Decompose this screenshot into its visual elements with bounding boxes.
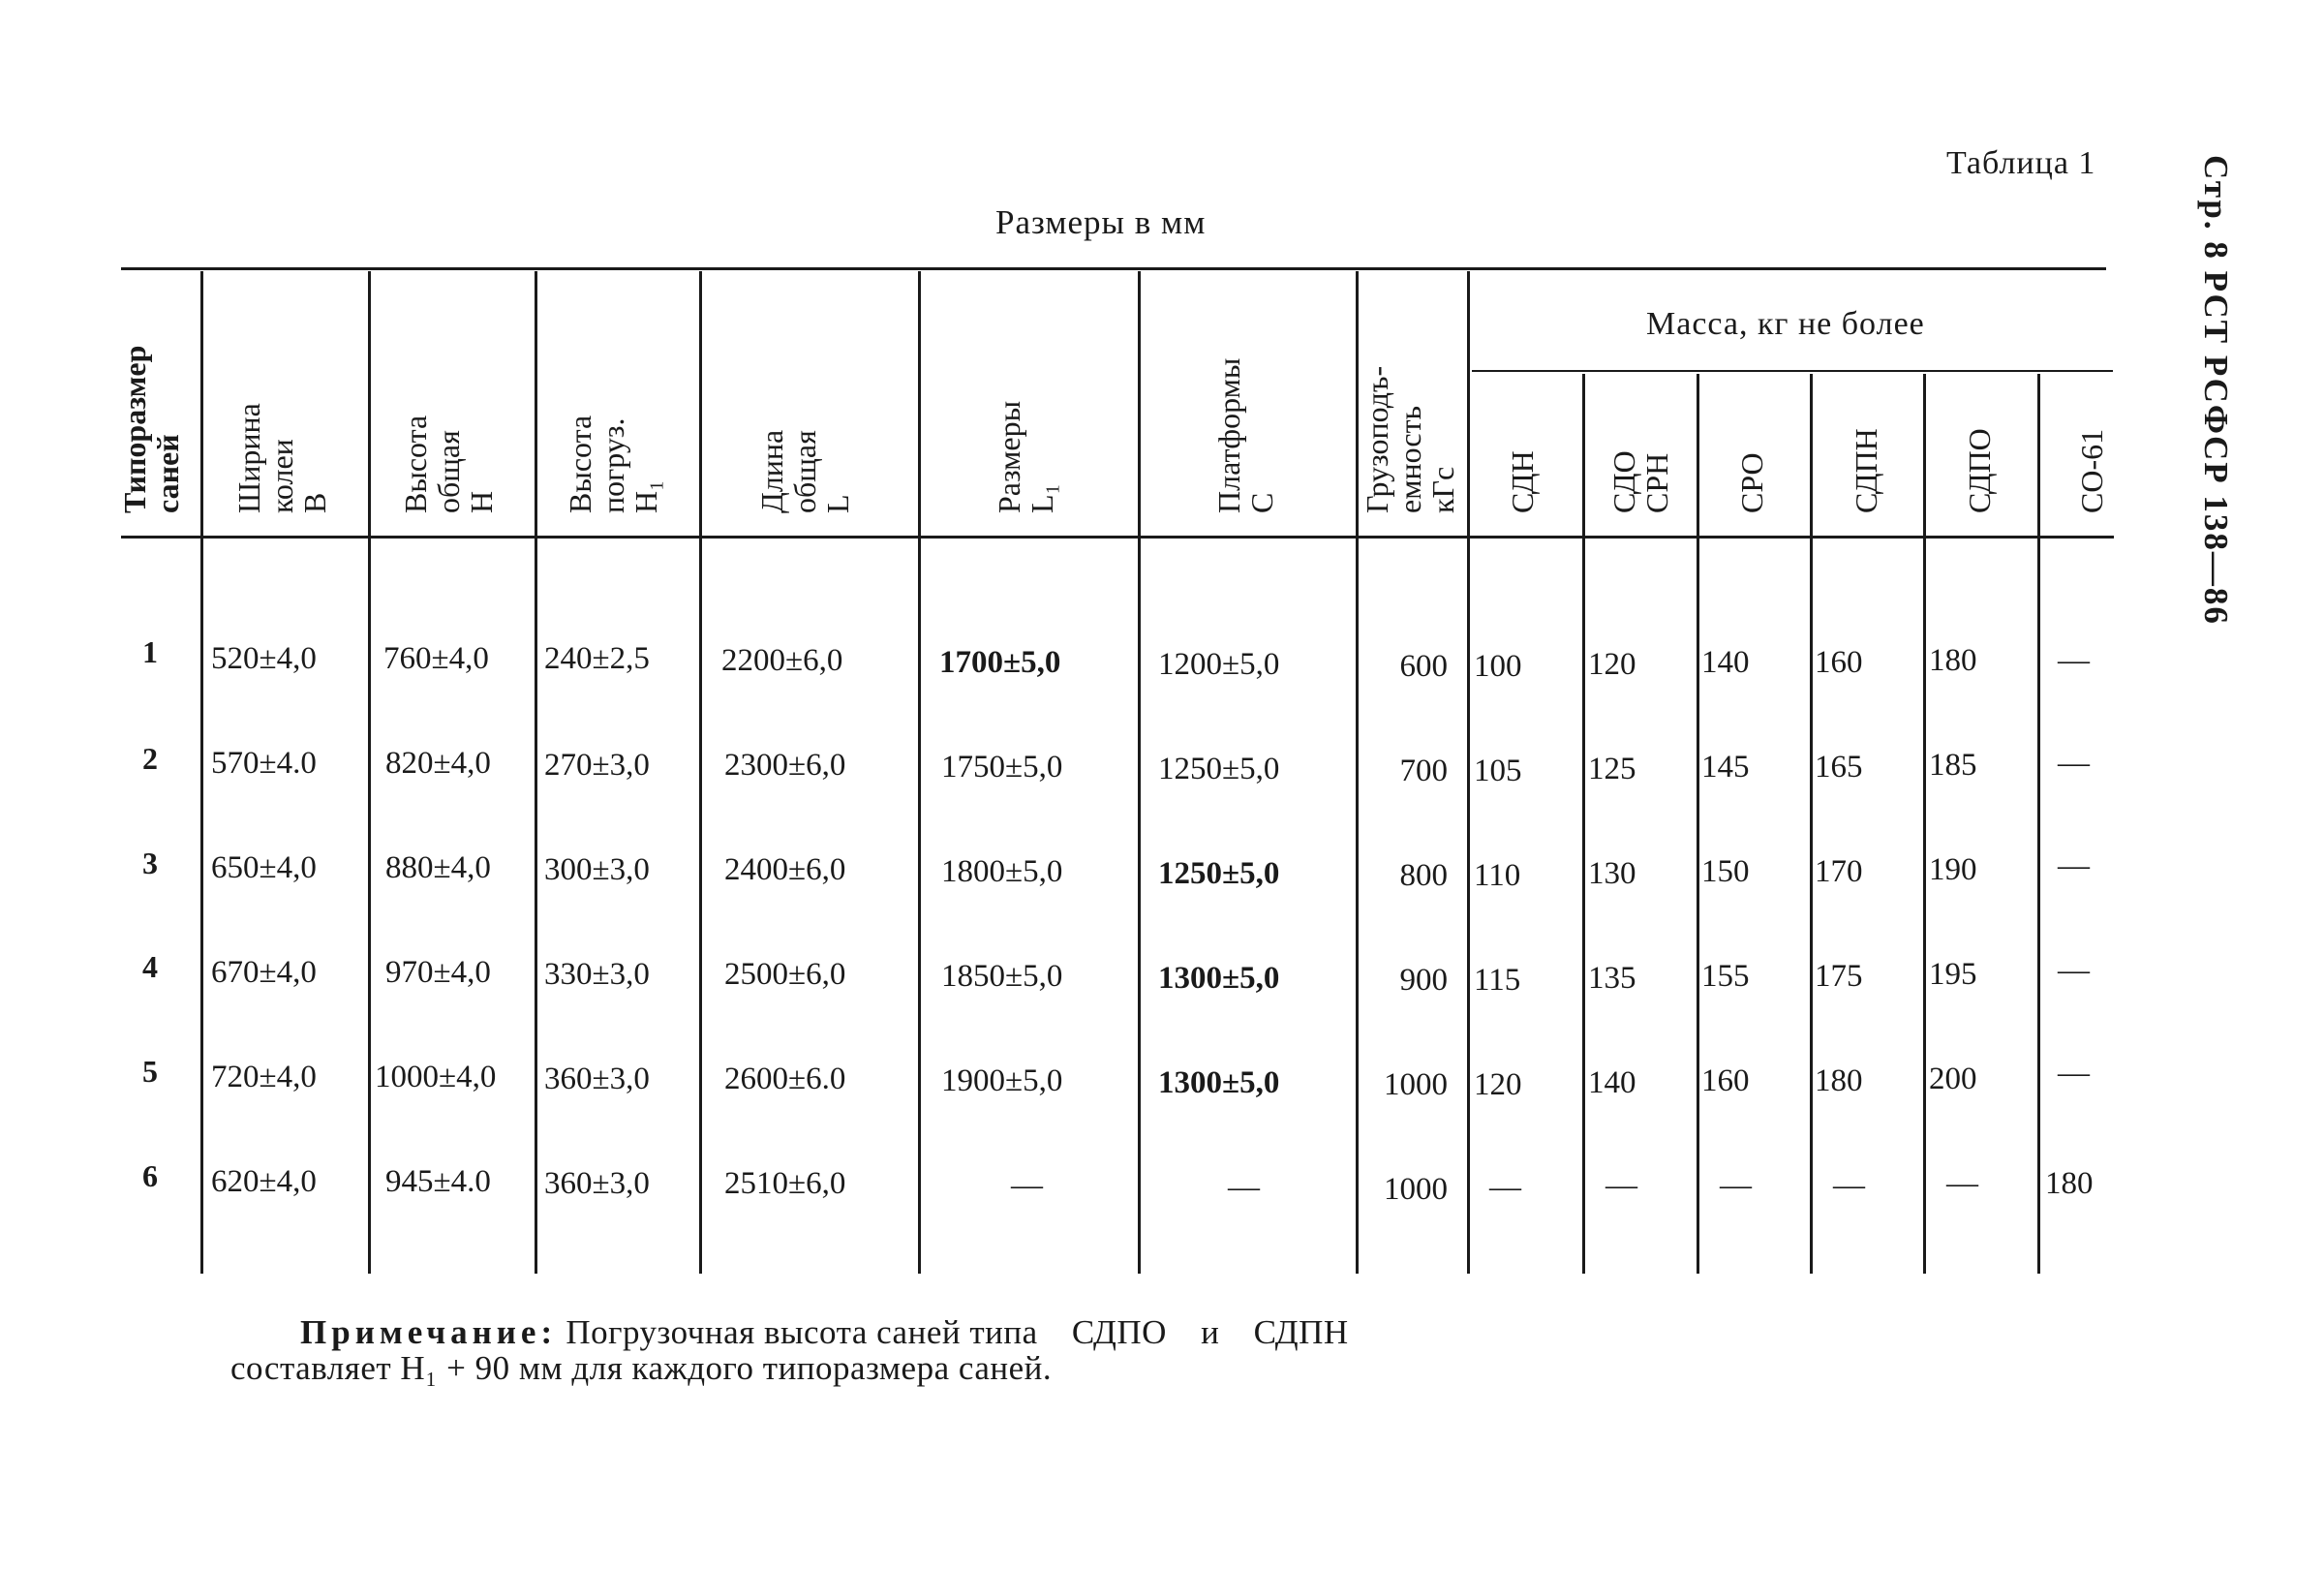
header-bottom-rule (121, 536, 2114, 539)
cell-mass: 160 (1815, 645, 1863, 680)
cell-mass: 165 (1815, 750, 1863, 785)
cell-mass: — (2058, 643, 2090, 678)
cell-mass: 175 (1815, 959, 1863, 994)
footnote-lead: Примечание: (300, 1313, 558, 1351)
cell-mass: 180 (1929, 643, 1977, 678)
cell-mass: — (2058, 746, 2090, 781)
header-platform: Платформы C (1211, 357, 1279, 513)
cell-capacity: 900 (1399, 963, 1448, 998)
row-number: 5 (142, 1054, 158, 1089)
header-mass-group: Масса, кг не более (1646, 306, 1925, 342)
cell-mass: 125 (1588, 752, 1636, 786)
cell-mass: 200 (1929, 1062, 1977, 1096)
mass-group-rule (1472, 370, 2113, 372)
footnote-type-2: СДПН (1253, 1313, 1349, 1351)
footnote-line-1 (230, 1314, 1349, 1350)
col-line (1582, 374, 1585, 1274)
units-caption: Размеры в мм (995, 203, 1207, 241)
cell-track: 650±4,0 (211, 850, 317, 885)
cell-track: 570±4.0 (211, 746, 317, 781)
cell-mass: 145 (1701, 750, 1750, 785)
col-line (1923, 374, 1926, 1274)
footnote (230, 1314, 1349, 1386)
footnote-text: Погрузочная высота саней типа (566, 1313, 1038, 1351)
cell-load-height: 300±3,0 (544, 852, 650, 887)
cell-mass: — (1946, 1166, 1978, 1201)
row-number: 2 (142, 741, 158, 776)
footnote-type-1: СДПО (1071, 1313, 1167, 1351)
col-line (1138, 271, 1141, 1274)
cell-mass: — (2058, 953, 2090, 988)
cell-track: 520±4,0 (211, 641, 317, 676)
cell-mass: 195 (1929, 957, 1977, 992)
cell-platform: 1250±5,0 (1158, 856, 1280, 891)
table-top-rule (121, 267, 2106, 270)
cell-platform: 1250±5,0 (1158, 752, 1280, 786)
cell-capacity: 1000 (1384, 1067, 1448, 1102)
cell-dim: 1700±5,0 (939, 645, 1061, 680)
cell-load-height: 360±3,0 (544, 1166, 650, 1201)
cell-capacity: 800 (1399, 858, 1448, 893)
cell-capacity: 1000 (1384, 1172, 1448, 1207)
cell-length: 2510±6,0 (724, 1166, 846, 1201)
cell-length: 2500±6,0 (724, 957, 846, 992)
table-label: Таблица 1 (1946, 145, 2096, 181)
cell-platform: — (1228, 1170, 1260, 1205)
header-mass-sdn: СДН (1505, 450, 1540, 513)
cell-platform: 1300±5,0 (1158, 1065, 1280, 1100)
cell-height: 760±4,0 (383, 641, 489, 676)
cell-platform: 1300±5,0 (1158, 961, 1280, 996)
cell-mass: 185 (1929, 748, 1977, 783)
row-number: 1 (142, 634, 158, 669)
cell-height: 970±4,0 (385, 955, 491, 990)
cell-mass: 105 (1474, 754, 1522, 788)
header-mass-sdo-srn: СДО СРН (1606, 450, 1674, 513)
cell-length: 2200±6,0 (721, 643, 843, 678)
footnote-conj: и (1201, 1313, 1220, 1351)
header-load-height: Высота погруз. H₁ (563, 415, 663, 513)
col-line (200, 271, 203, 1274)
cell-height: 1000±4,0 (375, 1060, 497, 1094)
cell-load-height: 270±3,0 (544, 748, 650, 783)
cell-mass: 160 (1701, 1063, 1750, 1098)
cell-height: 820±4,0 (385, 746, 491, 781)
cell-mass: 135 (1588, 961, 1636, 996)
cell-mass: 140 (1588, 1065, 1636, 1100)
cell-length: 2300±6,0 (724, 748, 846, 783)
side-page-header: Стр. 8 РСТ РСФСР 138—86 (2197, 155, 2235, 626)
header-mass-so61: СО-61 (2074, 428, 2109, 513)
cell-mass: 115 (1474, 963, 1521, 998)
header-track: Ширина колеи B (231, 403, 332, 513)
cell-mass: 120 (1474, 1067, 1522, 1102)
cell-mass: 100 (1474, 649, 1522, 684)
cell-mass: — (1720, 1168, 1752, 1203)
cell-load-height: 240±2,5 (544, 641, 650, 676)
cell-mass: 155 (1701, 959, 1750, 994)
footnote-line-2: составляет H₁ + 90 мм для каждого типоразмера саней. (230, 1349, 1053, 1387)
cell-dim: — (1011, 1168, 1043, 1203)
cell-length: 2600±6.0 (724, 1062, 846, 1096)
cell-mass: 180 (1815, 1063, 1863, 1098)
header-size: Типоразмер саней (117, 345, 185, 513)
col-line (1467, 271, 1470, 1274)
cell-mass: — (1605, 1168, 1637, 1203)
cell-mass: — (1833, 1168, 1865, 1203)
col-line (1697, 374, 1699, 1274)
cell-length: 2400±6,0 (724, 852, 846, 887)
header-mass-sro: СРО (1734, 452, 1769, 513)
cell-dim: 1800±5,0 (941, 854, 1063, 889)
header-height: Высота общая H (398, 415, 499, 513)
header-length: Длина общая L (754, 429, 855, 513)
col-line (535, 271, 537, 1274)
cell-mass: 180 (2045, 1166, 2094, 1201)
col-line (699, 271, 702, 1274)
col-line (1356, 271, 1359, 1274)
cell-capacity: 600 (1399, 649, 1448, 684)
cell-track: 720±4,0 (211, 1060, 317, 1094)
cell-mass: 150 (1701, 854, 1750, 889)
cell-track: 620±4,0 (211, 1164, 317, 1199)
cell-dim: 1900±5,0 (941, 1063, 1063, 1098)
cell-capacity: 700 (1399, 754, 1448, 788)
cell-mass: 120 (1588, 647, 1636, 682)
col-line (368, 271, 371, 1274)
cell-mass: 190 (1929, 852, 1977, 887)
row-number: 6 (142, 1158, 158, 1193)
cell-dim: 1850±5,0 (941, 959, 1063, 994)
col-line (2037, 374, 2040, 1274)
cell-platform: 1200±5,0 (1158, 647, 1280, 682)
col-line (918, 271, 921, 1274)
header-dim: Размеры L₁ (992, 400, 1059, 513)
cell-mass: 110 (1474, 858, 1521, 893)
cell-track: 670±4,0 (211, 955, 317, 990)
cell-mass: — (1489, 1170, 1521, 1205)
cell-height: 880±4,0 (385, 850, 491, 885)
cell-load-height: 360±3,0 (544, 1062, 650, 1096)
header-mass-sdpo: СДПО (1962, 428, 1997, 513)
cell-load-height: 330±3,0 (544, 957, 650, 992)
cell-mass: 130 (1588, 856, 1636, 891)
header-mass-sdpn: СДПН (1849, 428, 1883, 513)
cell-height: 945±4.0 (385, 1164, 491, 1199)
cell-dim: 1750±5,0 (941, 750, 1063, 785)
row-number: 3 (142, 846, 158, 880)
cell-mass: — (2058, 848, 2090, 883)
cell-mass: — (2058, 1056, 2090, 1091)
cell-mass: 170 (1815, 854, 1863, 889)
cell-mass: 140 (1701, 645, 1750, 680)
col-line (1810, 374, 1813, 1274)
row-number: 4 (142, 949, 158, 984)
header-capacity: Грузоподъ- емность кГс (1360, 365, 1460, 513)
